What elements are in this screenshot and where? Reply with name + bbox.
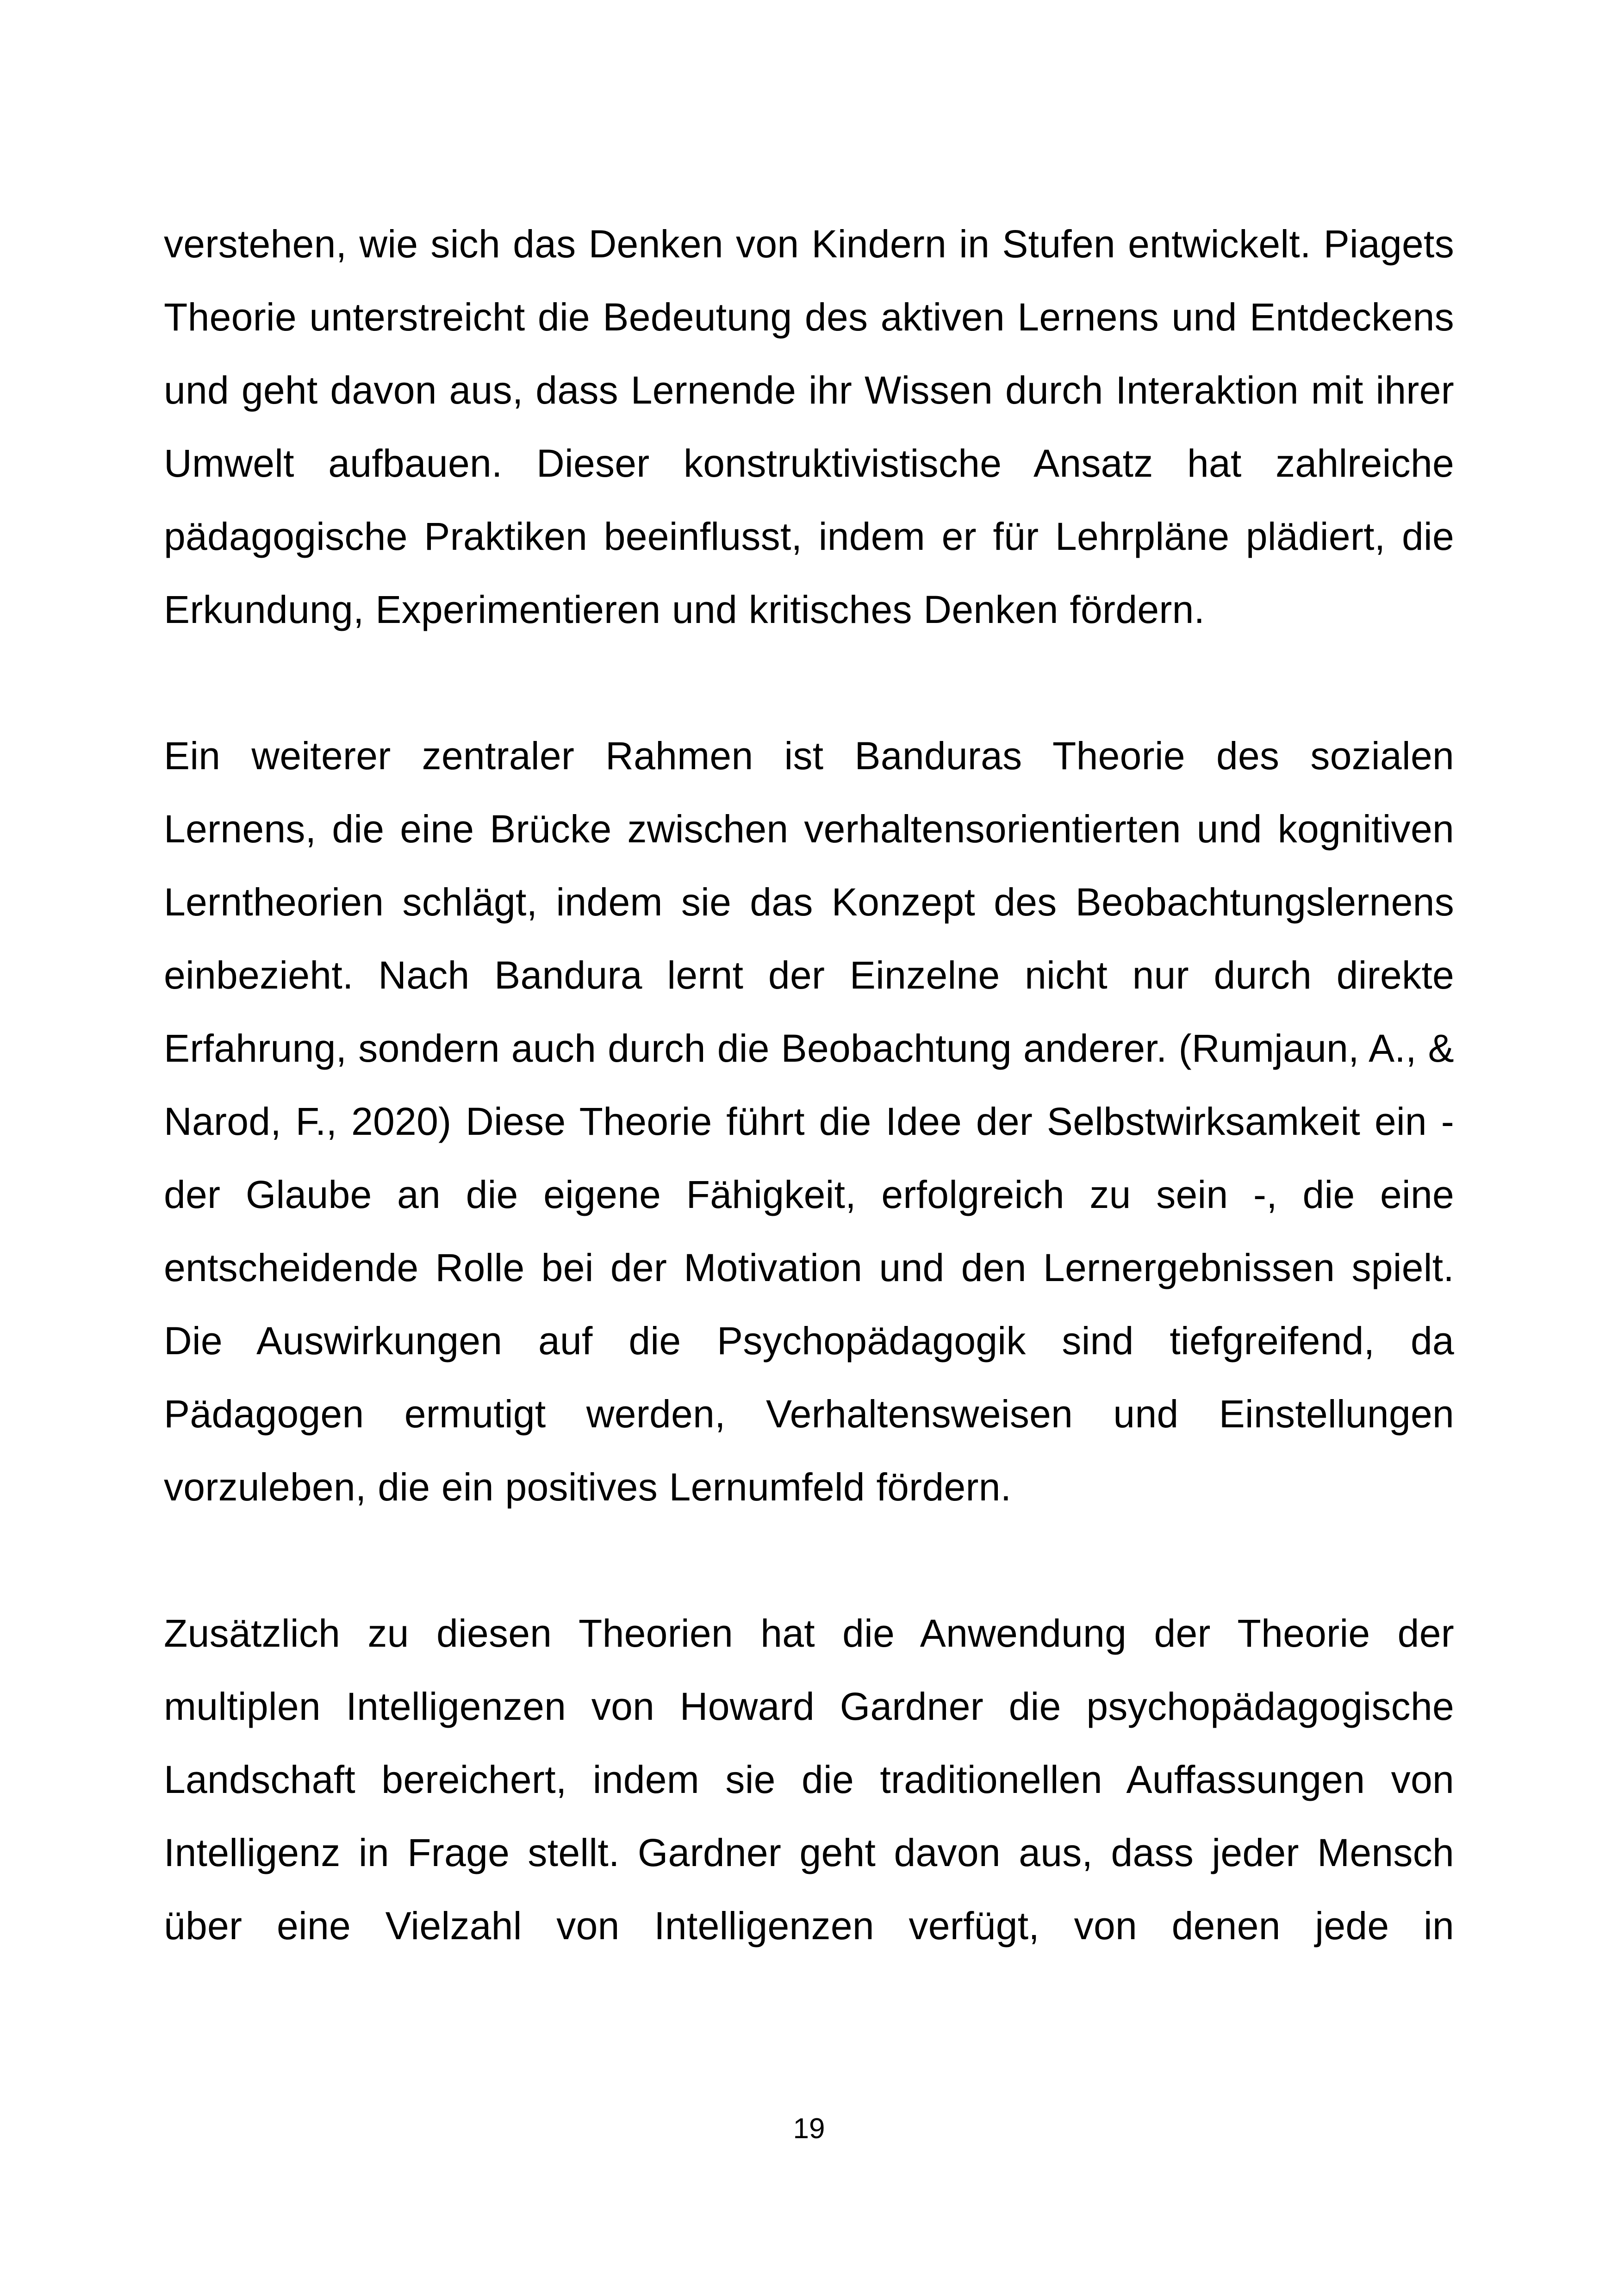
paragraph-bandura: Ein weiterer zentraler Rahmen ist Banduras Theorie des sozialen Lernens, die eine Brücke zwischen verhaltensorientierten und kognitiven Lerntheorien schlägt, indem sie das Konzept des Beobachtungslernens einbezieht. Nach Bandura lernt der Einzelne nicht nur durch direkte Erfahrung, sondern auch durch die Beobachtung anderer. (Rumjaun, A., & Narod, F., 2020) Diese Theorie führt die Idee der Selbstwirksamkeit ein - der Glaube an die eigene Fähigkeit, erfolgreich zu sein -, die eine entscheidende Rolle bei der Motivation und den Lernergebnissen spielt. Die Auswirkungen auf die Psychopädagogik sind tiefgreifend, da Pädagogen ermutigt werden, Verhaltensweisen und Einstellungen vorzuleben, die ein positives Lernumfeld fördern.	[164, 734, 1454, 1509]
paragraph-piaget: verstehen, wie sich das Denken von Kindern in Stufen entwickelt. Piagets Theorie unterstreicht die Bedeutung des aktiven Lernens und Entdeckens und geht davon aus, dass Lernende ihr Wissen durch Interaktion mit ihrer Umwelt aufbauen. Dieser konstruktivistische Ansatz hat zahlreiche pädagogische Praktiken beeinflusst, indem er für Lehrpläne plädiert, die Erkundung, Experimentieren und kritisches Denken fördern.	[164, 222, 1454, 631]
body-text	[164, 207, 1454, 1962]
paragraph-gardner: Zusätzlich zu diesen Theorien hat die Anwendung der Theorie der multiplen Intelligenzen von Howard Gardner die psychopädagogische Landschaft bereichert, indem sie die traditionellen Auffassungen von Intelligenz in Frage stellt. Gardner geht davon aus, dass jeder Mensch über eine Vielzahl von Intelligenzen verfügt, von denen jede in	[164, 1612, 1454, 1948]
page-number: 19	[793, 2113, 825, 2145]
